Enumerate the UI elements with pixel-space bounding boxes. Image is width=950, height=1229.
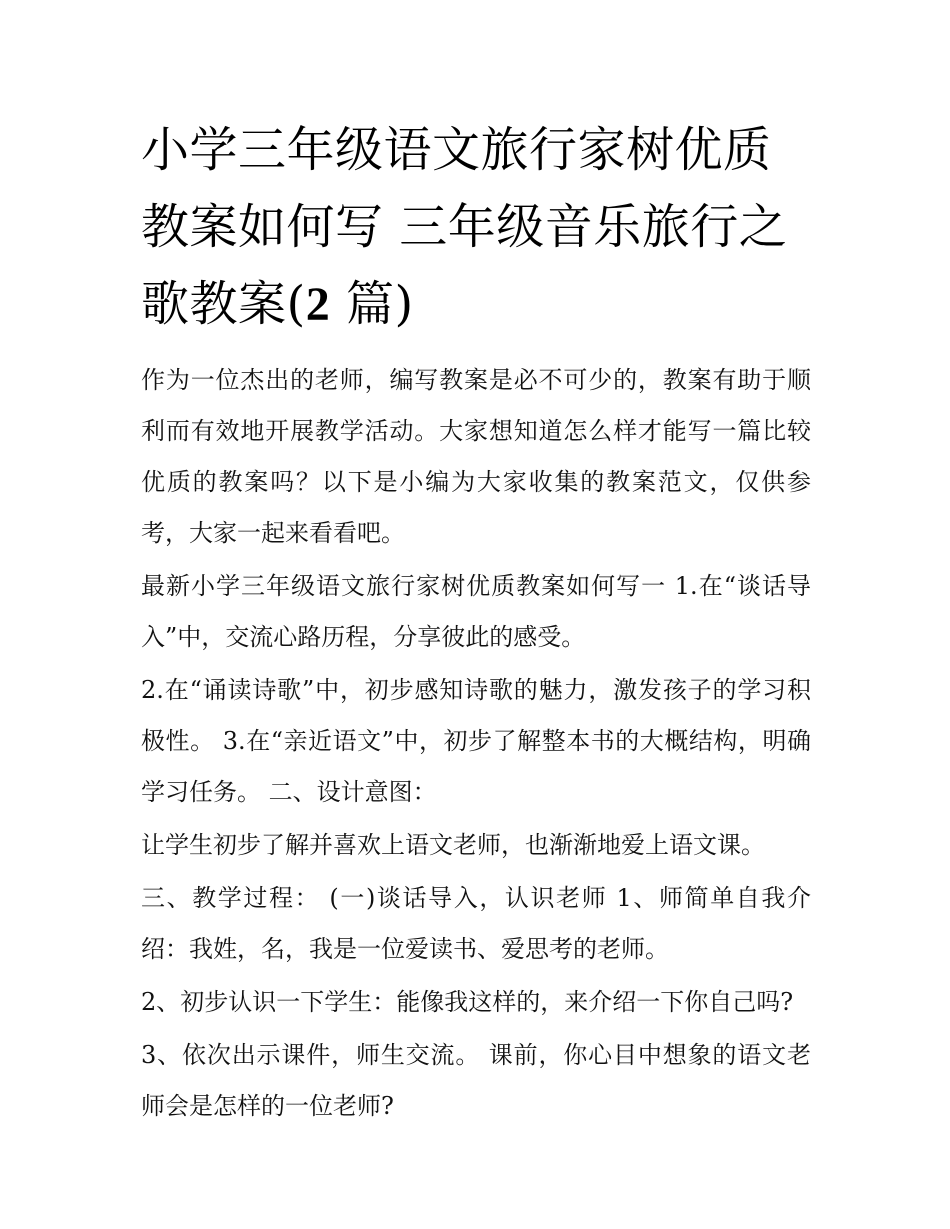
title-line-2: 教案如何写 三年级音乐旅行之 <box>141 199 788 255</box>
title-line-3-prefix: 歌教案( <box>141 276 306 332</box>
title-line-1: 小学三年级语文旅行家树优质 <box>141 122 772 178</box>
paragraph-design-intent: 让学生初步了解并喜欢上语文老师，也渐渐地爱上语文课。 <box>141 831 765 859</box>
title-line-3-suffix: 篇) <box>330 276 414 332</box>
document-content <box>141 112 811 1134</box>
paragraph-goal-2-3: 2.在“诵读诗歌”中，初步感知诗歌的魅力，激发孩子的学习积极性。 3.在“亲近语文”中，初步了解整本书的大概结构，明确学习任务。 二、设计意图： <box>141 676 811 806</box>
paragraph-intro: 作为一位杰出的老师，编写教案是必不可少的，教案有助于顺利而有效地开展教学活动。大家想知道怎么样才能写一篇比较优质的教案吗？以下是小编为大家收集的教案范文，仅供参考，大家一起来看看吧。 <box>141 366 811 547</box>
paragraph-process: 三、教学过程： (一)谈话导入，认识老师 1、师简单自我介绍：我姓，名，我是一位爱读书、爱思考的老师。 <box>141 884 811 963</box>
document-title <box>141 112 811 343</box>
document-body <box>141 355 811 1132</box>
paragraph-step-3: 3、依次出示课件，师生交流。 课前，你心目中想象的语文老师会是怎样的一位老师? <box>141 1041 811 1120</box>
paragraph-goal-1: 最新小学三年级语文旅行家树优质教案如何写一 1.在“谈话导入”中，交流心路历程，分享彼此的感受。 <box>141 572 811 651</box>
paragraph-step-2: 2、初步认识一下学生：能像我这样的，来介绍一下你自己吗? <box>141 988 794 1016</box>
title-line-3-number: 2 <box>305 278 331 331</box>
